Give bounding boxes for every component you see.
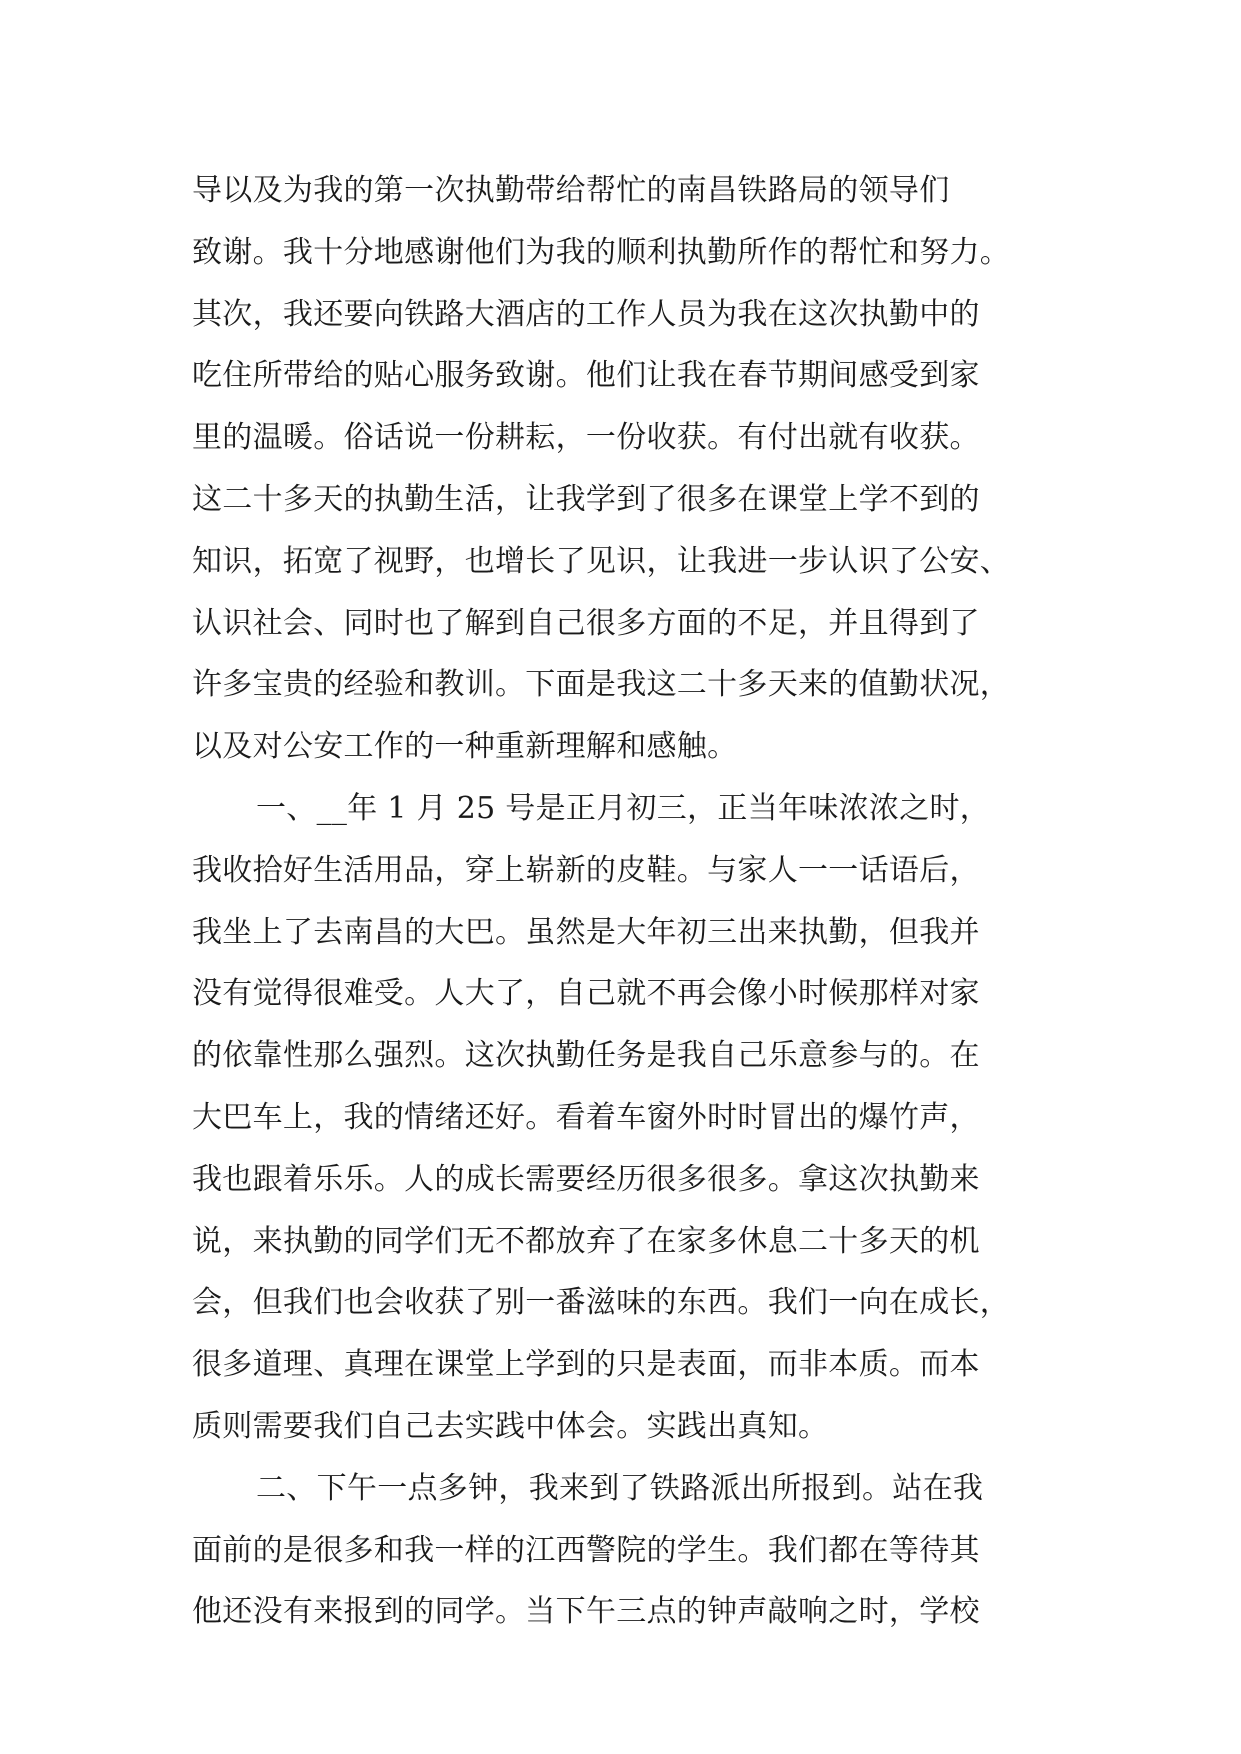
text-line: 很多道理、真理在课堂上学到的只是表面，而非本质。而本 (192, 1347, 980, 1383)
text-line: 这二十多天的执勤生活，让我学到了很多在课堂上学不到的 (192, 481, 980, 517)
text-line: 质则需要我们自己去实践中体会。实践出真知。 (192, 1408, 829, 1444)
text-line: 其次，我还要向铁路大酒店的工作人员为我在这次执勤中的 (192, 296, 980, 332)
text-line: 他还没有来报到的同学。当下午三点的钟声敲响之时，学校 (192, 1594, 980, 1630)
text-line: 许多宝贵的经验和教训。下面是我这二十多天来的值勤状况， (192, 667, 1011, 703)
text-line: 我坐上了去南昌的大巴。虽然是大年初三出来执勤，但我并 (192, 914, 980, 950)
text-line: 知识，拓宽了视野，也增长了见识，让我进一步认识了公安、 (192, 543, 1011, 579)
text-line: 吃住所带给的贴心服务致谢。他们让我在春节期间感受到家 (192, 358, 980, 394)
text-line: 我也跟着乐乐。人的成长需要经历很多很多。拿这次执勤来 (192, 1161, 980, 1197)
text-line: 说，来执勤的同学们无不都放弃了在家多休息二十多天的机 (192, 1223, 980, 1259)
text-line: 认识社会、同时也了解到自己很多方面的不足，并且得到了 (192, 605, 980, 641)
body-text (192, 160, 1072, 1643)
text-line: 大巴车上，我的情绪还好。看着车窗外时时冒出的爆竹声， (192, 1099, 980, 1135)
text-line: 会，但我们也会收获了别一番滋味的东西。我们一向在成长， (192, 1285, 1011, 1321)
text-line: 致谢。我十分地感谢他们为我的顺利执勤所作的帮忙和努力。 (192, 234, 1011, 270)
text-line: 的依靠性那么强烈。这次执勤任务是我自己乐意参与的。在 (192, 1038, 980, 1074)
text-line: 导以及为我的第一次执勤带给帮忙的南昌铁路局的领导们 (192, 173, 950, 208)
text-line: 我收拾好生活用品，穿上崭新的皮鞋。与家人一一话语后， (192, 852, 980, 888)
text-line: 一、__年 1 月 25 号是正月初三，正当年味浓浓之时， (256, 790, 991, 826)
text-line: 面前的是很多和我一样的江西警院的学生。我们都在等待其 (192, 1532, 980, 1568)
text-line: 里的温暖。俗话说一份耕耘，一份收获。有付出就有收获。 (192, 420, 980, 456)
text-line: 二、下午一点多钟，我来到了铁路派出所报到。站在我 (256, 1470, 984, 1506)
text-line: 没有觉得很难受。人大了，自己就不再会像小时候那样对家 (192, 976, 980, 1012)
text-line: 以及对公安工作的一种重新理解和感触。 (192, 729, 738, 765)
